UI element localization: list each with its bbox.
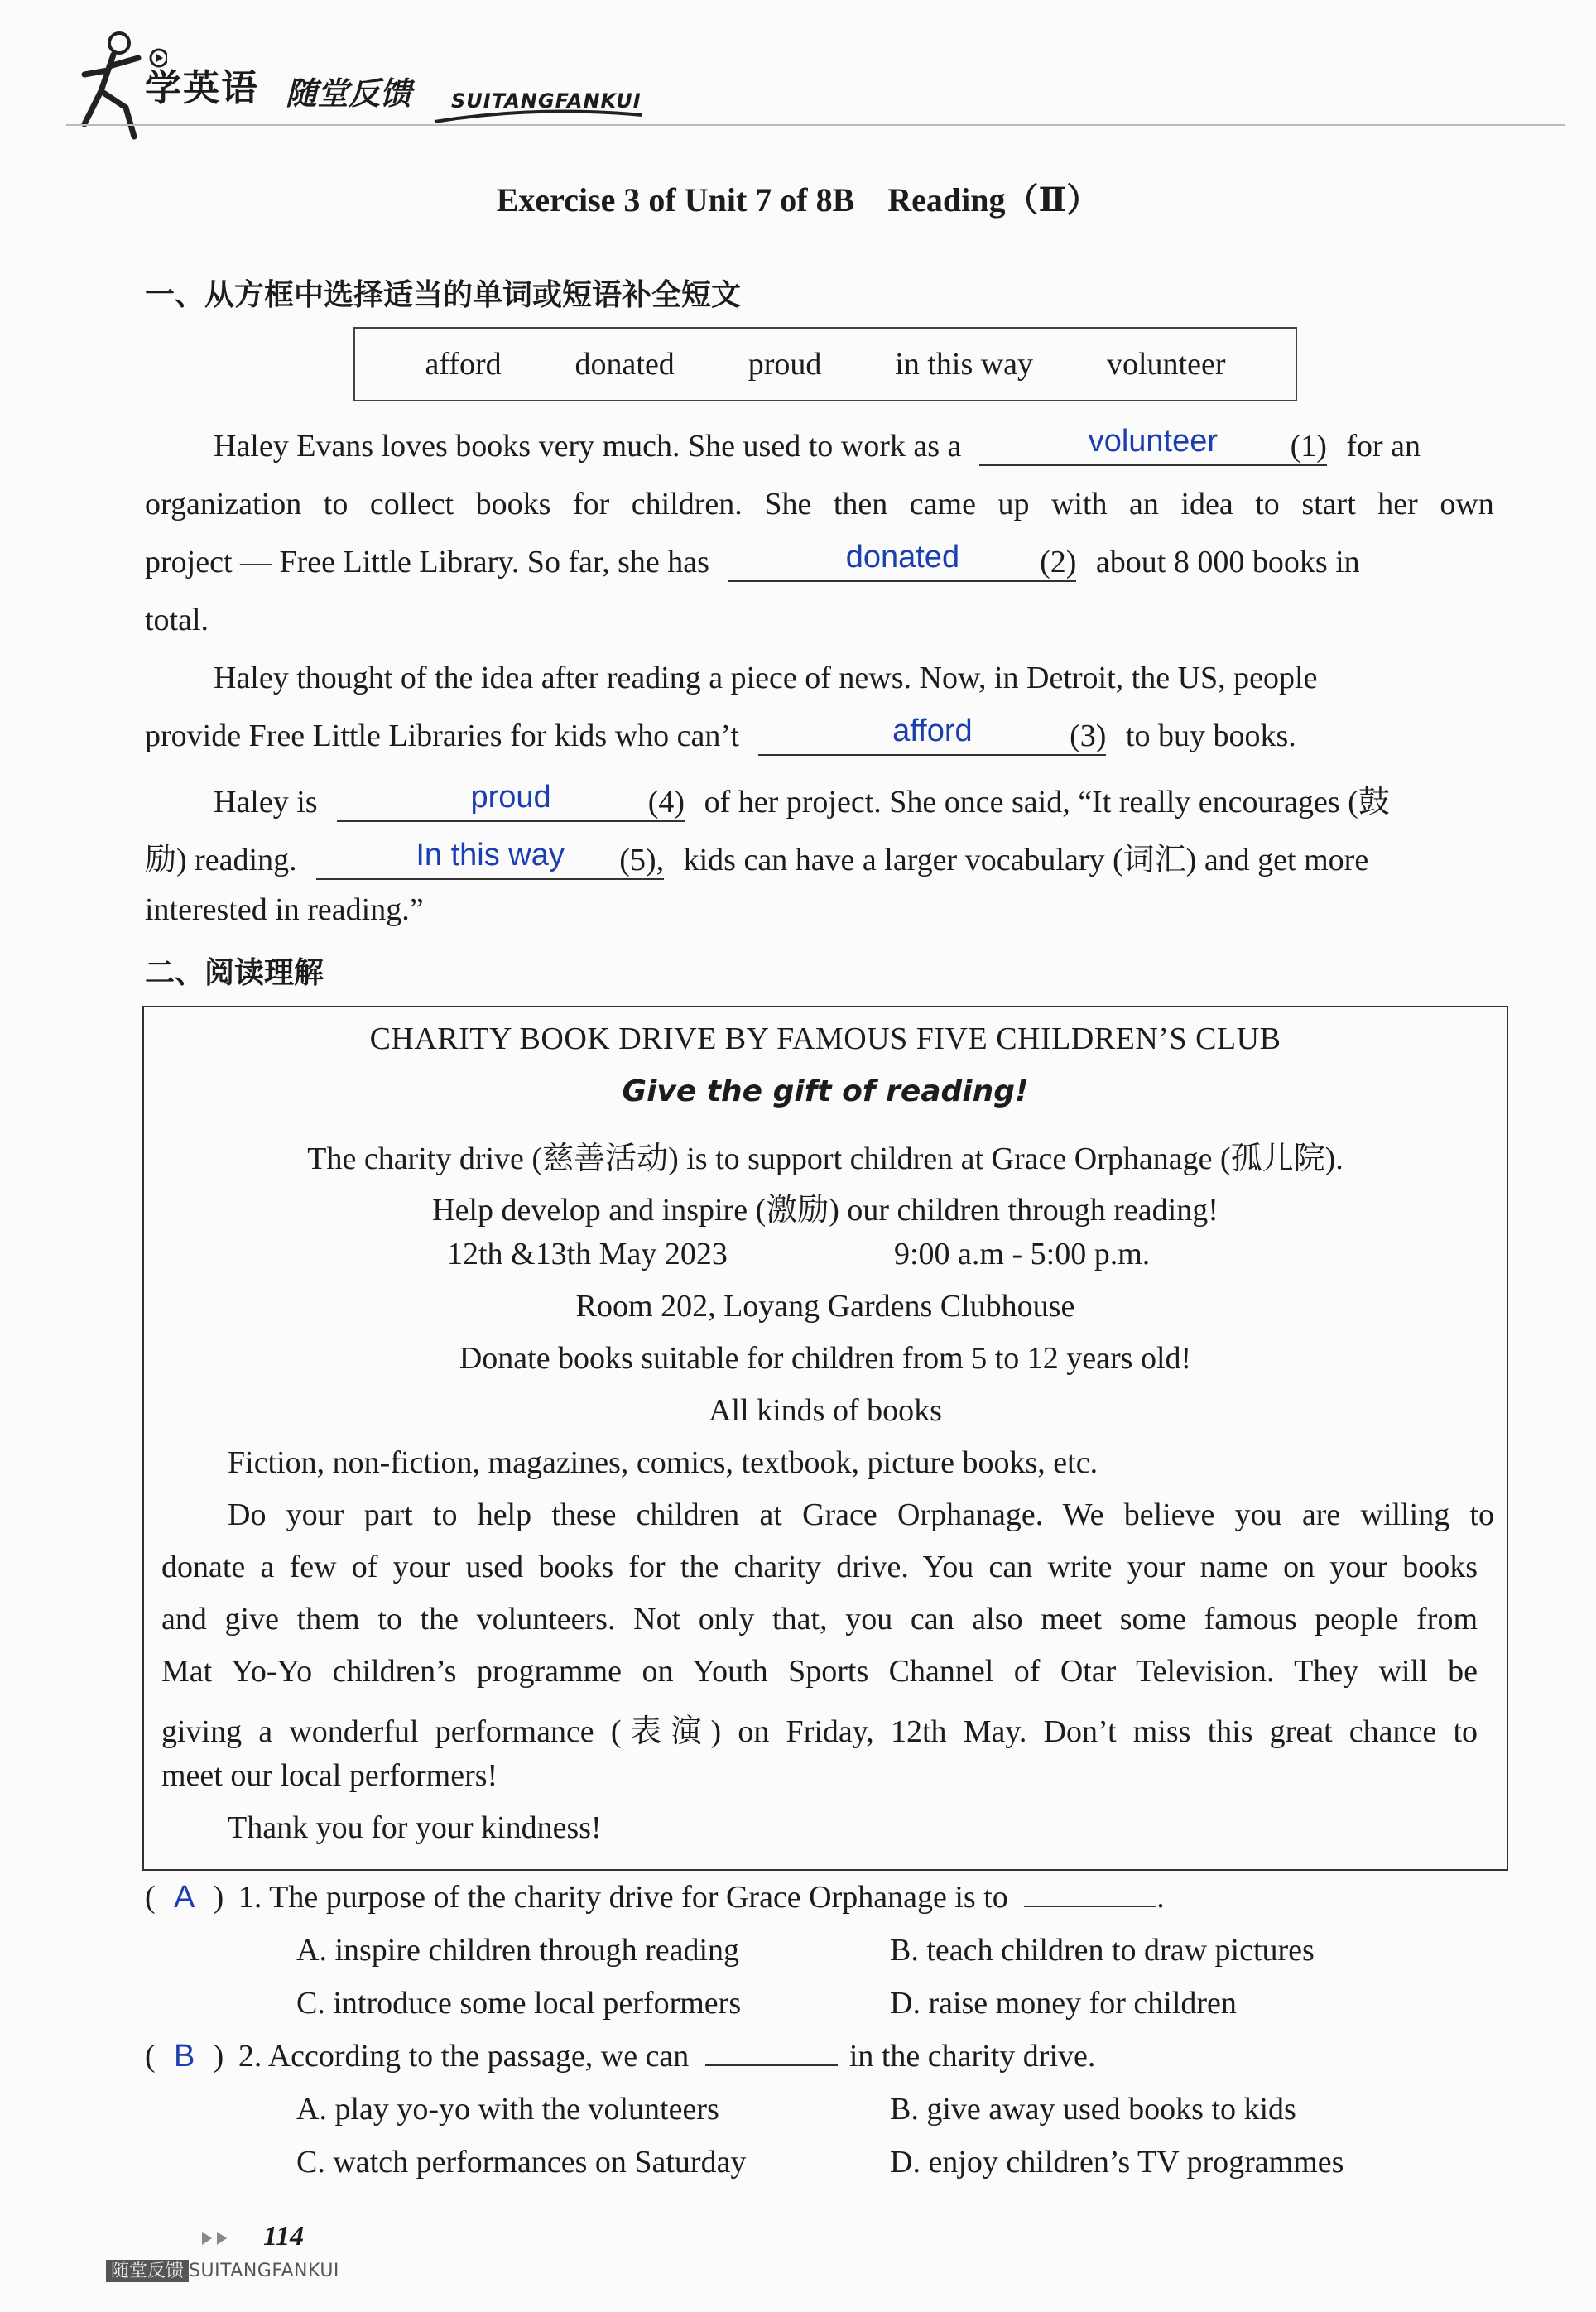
p1-line4: total.	[145, 603, 209, 637]
box-date: 12th &13th May 2023	[447, 1237, 728, 1271]
p3-text-b: of her project. She once said, “It really encourages (鼓	[704, 785, 1390, 820]
p1-word: her	[1377, 487, 1418, 522]
word-5: volunteer	[1106, 347, 1226, 382]
blank-3[interactable]	[758, 714, 1107, 756]
page-arrows-icon	[199, 2228, 248, 2248]
box-time: 9:00 a.m - 5:00 p.m.	[894, 1237, 1151, 1271]
blank-4[interactable]	[337, 780, 685, 822]
p1-word: came	[909, 487, 976, 522]
p2-line1: Haley thought of the idea after reading a piece of news. Now, in Detroit, the US, people	[214, 661, 1318, 695]
section2-heading: 二、阅读理解	[145, 956, 324, 990]
footer-tag-cn: 随堂反馈	[106, 2260, 189, 2282]
question-2: ( B ) 2. According to the passage, we can in the charity drive.	[145, 2039, 1096, 2074]
answer-5: In this way	[416, 838, 565, 872]
box-para-line: Mat Yo-Yo children’s programme on Youth Sports Channel of Otar Television. They will be	[161, 1654, 1478, 1689]
box-para-line: Do your part to help these children at Grace Orphanage. We believe you are willing to	[228, 1497, 1494, 1532]
p1-line1	[214, 424, 1421, 466]
word-2: donated	[574, 347, 675, 382]
blank-5[interactable]	[316, 838, 665, 880]
answer-4: proud	[470, 780, 551, 815]
p2-text-b: to buy books.	[1125, 719, 1296, 753]
p1-word: start	[1301, 487, 1356, 522]
box-para-line: giving a wonderful performance (表演) on Friday, 12th May. Don’t miss this great chance to	[161, 1714, 1478, 1749]
word-box	[353, 327, 1297, 401]
header-divider	[66, 124, 1565, 126]
q1-answer[interactable]: A	[173, 1880, 195, 1915]
q2-option-b[interactable]: B. give away used books to kids	[890, 2092, 1296, 2127]
p3-text-a: Haley is	[214, 785, 318, 820]
footer-tag	[106, 2257, 339, 2282]
box-para-line: meet our local performers!	[161, 1758, 498, 1793]
q1-option-b[interactable]: B. teach children to draw pictures	[890, 1933, 1315, 1968]
box-donate: Donate books suitable for children from 5 to 12 years old!	[459, 1341, 1192, 1376]
q1-stem: 1. The purpose of the charity drive for Grace Orphanage is to	[238, 1880, 1008, 1915]
section1-heading: 一、从方框中选择适当的单词或短语补全短文	[145, 278, 742, 312]
q1-stem-end: .	[1156, 1880, 1165, 1915]
p1-word: collect	[369, 487, 454, 522]
answer-2: donated	[845, 540, 960, 574]
blank-4-num: (4)	[647, 785, 685, 820]
p1-text-b: for an	[1346, 429, 1421, 464]
box-para-line: donate a few of your used books for the charity drive. You can write your name on your books	[161, 1550, 1478, 1584]
header-sub: 随堂反馈	[286, 75, 412, 112]
p3-line3: interested in reading.”	[145, 892, 424, 927]
footer-tag-en: SUITANGFANKUI	[189, 2261, 339, 2281]
p2-text-a: provide Free Little Libraries for kids who can’t	[145, 719, 739, 753]
blank-2[interactable]	[728, 540, 1077, 582]
answer-1: volunteer	[1088, 424, 1219, 459]
blank-2-num: (2)	[1040, 545, 1077, 579]
p1-text-a: Haley Evans loves books very much. She used to work as a	[214, 429, 962, 464]
p1-word: idea	[1180, 487, 1233, 522]
q2-answer[interactable]: B	[173, 2039, 195, 2074]
p1-text-d: about 8 000 books in	[1095, 545, 1360, 579]
p1-word: then	[833, 487, 888, 522]
p1-word: books	[475, 487, 551, 522]
p1-line2	[145, 486, 1494, 522]
blank-5-num: (5),	[619, 843, 665, 877]
p1-word: up	[997, 487, 1030, 522]
q1-option-c[interactable]: C. introduce some local performers	[296, 1986, 742, 2021]
blank-3-num: (3)	[1070, 719, 1107, 753]
word-1: afford	[425, 347, 502, 382]
box-line1: The charity drive (慈善活动) is to support children at Grace Orphanage (孤儿院).	[307, 1142, 1344, 1176]
p3-line2	[145, 834, 1368, 880]
answer-3: afford	[892, 714, 973, 748]
q2-option-a[interactable]: A. play yo-yo with the volunteers	[296, 2092, 719, 2127]
p1-line3	[145, 540, 1360, 582]
blank-1-num: (1)	[1290, 429, 1327, 464]
q2-option-c[interactable]: C. watch performances on Saturday	[296, 2145, 747, 2180]
q2-option-d[interactable]: D. enjoy children’s TV programmes	[890, 2145, 1344, 2180]
box-slogan: Give the gift of reading!	[622, 1074, 1029, 1108]
p1-word: children.	[631, 487, 743, 522]
p1-word: to	[1255, 487, 1280, 522]
blank-1[interactable]	[979, 424, 1327, 466]
q1-option-d[interactable]: D. raise money for children	[890, 1986, 1237, 2021]
box-place: Room 202, Loyang Gardens Clubhouse	[575, 1289, 1075, 1324]
box-para-line: and give them to the volunteers. Not only that, you can also meet some famous people from	[161, 1602, 1478, 1637]
page-title: Exercise 3 of Unit 7 of 8B Reading（Ⅱ）	[496, 181, 1100, 219]
box-kinds: All kinds of books	[709, 1393, 942, 1428]
p1-text-c: project — Free Little Library. So far, she has	[145, 545, 709, 579]
p1-word: organization	[145, 487, 302, 522]
p1-word: own	[1440, 487, 1494, 522]
p2-line2	[145, 714, 1296, 756]
q2-stem: 2. According to the passage, we can	[238, 2039, 690, 2074]
box-list: Fiction, non-fiction, magazines, comics, textbook, picture books, etc.	[228, 1445, 1098, 1480]
word-3: proud	[748, 347, 822, 382]
header-brand: 学英语	[145, 67, 259, 109]
q2-stem-end: in the charity drive.	[848, 2039, 1096, 2074]
header-en: SUITANGFANKUI	[451, 89, 642, 113]
p3-text-c: 励) reading.	[145, 843, 297, 877]
p1-word: for	[572, 487, 610, 522]
question-1: ( A ) 1. The purpose of the charity drive for Grace Orphanage is to .	[145, 1880, 1165, 1915]
p1-word: She	[764, 487, 812, 522]
q2-blank	[705, 2064, 838, 2066]
word-4: in this way	[895, 347, 1034, 382]
box-thanks: Thank you for your kindness!	[228, 1810, 602, 1845]
q1-option-a[interactable]: A. inspire children through reading	[296, 1933, 740, 1968]
p1-word: an	[1129, 487, 1159, 522]
box-title: CHARITY BOOK DRIVE BY FAMOUS FIVE CHILDREN’S CLUB	[369, 1021, 1281, 1056]
p1-word: to	[323, 487, 349, 522]
q1-blank	[1024, 1906, 1156, 1907]
p3-text-d: kids can have a larger vocabulary (词汇) and get more	[683, 843, 1369, 877]
p1-word: with	[1050, 487, 1108, 522]
page-number: 114	[263, 2221, 305, 2252]
p3-line1	[214, 776, 1390, 822]
box-line2: Help develop and inspire (激励) our children through reading!	[432, 1193, 1219, 1228]
